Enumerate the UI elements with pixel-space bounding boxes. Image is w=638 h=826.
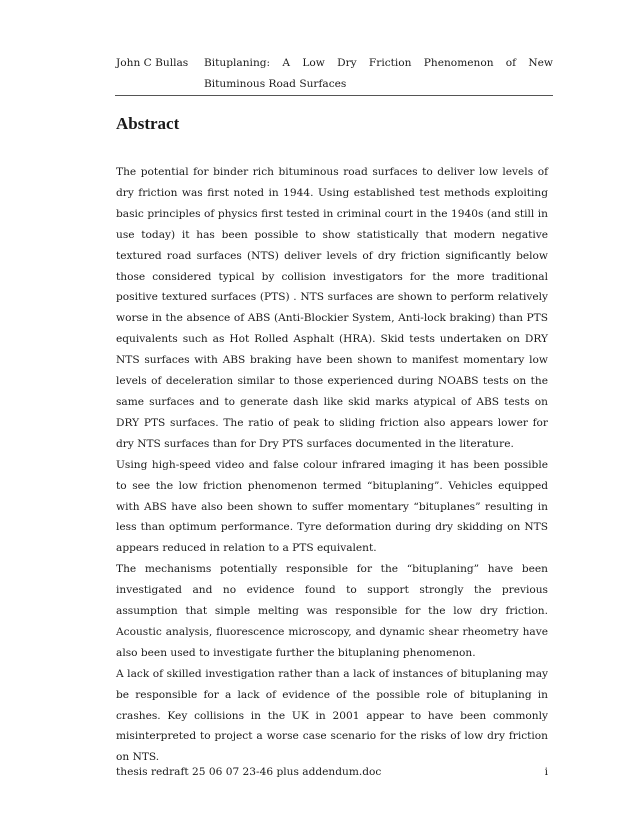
page-number: i [544, 766, 548, 778]
abstract-paragraph-1: The potential for binder rich bituminous road surfaces to deliver low levels of dry friction was first noted in 1944. Using established test methods exploiting basic principles of physics first tested in criminal court in the 1940s (and still in use today) it has been possible to show statistically that modern negative textured road surfaces (NTS) deliver levels of dry friction significantly below those considered typical by collision investigators for the more traditional positive textured surfaces (PTS) . NTS surfaces are shown to perform relatively worse in the absence of ABS (Anti-Blockier System, Anti-lock braking) than PTS equivalents such as Hot Rolled Asphalt (HRA). Skid tests undertaken on DRY NTS surfaces with ABS braking have been shown to manifest momentary low levels of deceleration similar to those experienced during NOABS tests on the same surfaces and to generate dash like skid marks atypical of ABS tests on DRY PTS surfaces. The ratio of peak to sliding friction also appears lower for dry NTS surfaces than for Dry PTS surfaces documented in the literature. [116, 166, 548, 450]
abstract-paragraph-4: A lack of skilled investigation rather than a lack of instances of bituplaning may be responsible for a lack of evidence of the possible role of bituplaning in crashes. Key collisions in the UK in 2001 appear to have been commonly misinterpreted to project a worse case scenario for the risks of low dry friction on NTS. [116, 667, 548, 764]
abstract-paragraph-2: Using high-speed video and false colour infrared imaging it has been possible to see the low friction phenomenon termed “bituplaning”. Vehicles equipped with ABS have also been shown to suffer momentary “bituplanes” resulting in less than optimum performance. Tyre deformation during dry skidding on NTS appears reduced in relation to a PTS equivalent. [116, 458, 548, 555]
abstract-heading: Abstract [116, 114, 180, 133]
abstract-paragraph-3: The mechanisms potentially responsible for the “bituplaning” have been investigated and no evidence found to support strongly the previous assumption that simple melting was responsible for the low dry friction. Acoustic analysis, fluorescence microscopy, and dynamic shear rheometry have also been used to investigate further the bituplaning phenomenon. [116, 563, 548, 659]
header-rule [115, 95, 553, 96]
footer-filename: thesis redraft 25 06 07 23-46 plus addendum.doc [116, 766, 382, 778]
header-title: Bituplaning: A Low Dry Friction Phenomenon of New Bituminous Road Surfaces [204, 57, 553, 90]
header-author: John C Bullas [116, 57, 189, 69]
abstract-body [116, 162, 548, 768]
